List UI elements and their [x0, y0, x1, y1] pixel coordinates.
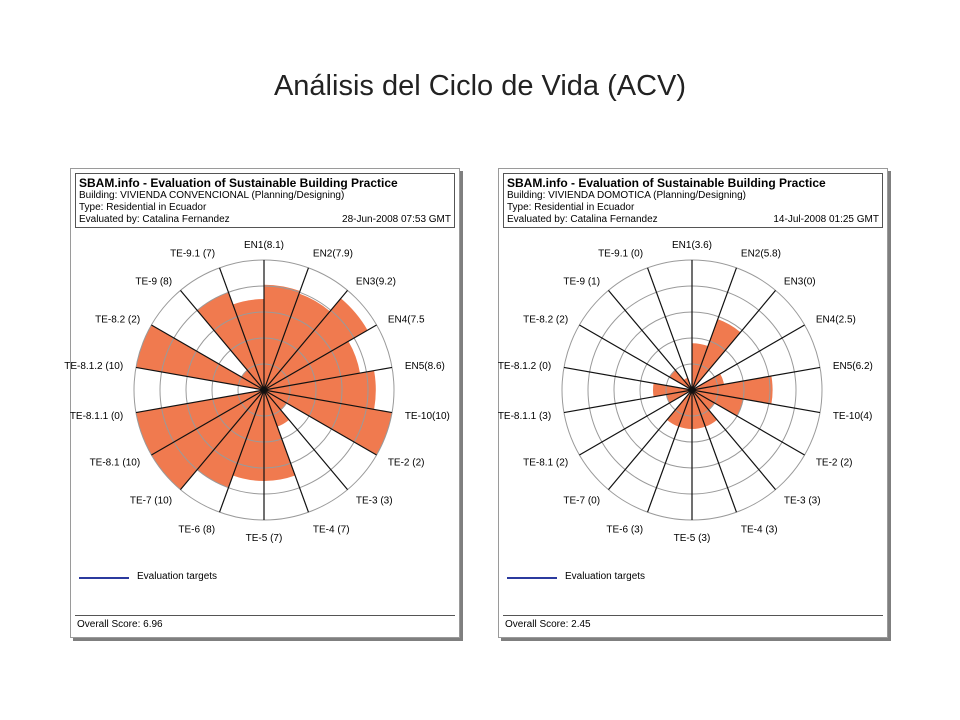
axis-label-TE-8.1: TE-8.1 (10) [89, 457, 141, 469]
evaluator-label: Evaluated by: Catalina Fernandez [507, 214, 658, 225]
radar-plot-area [497, 228, 883, 568]
axis-label-TE-9.1: TE-9.1 (7) [170, 248, 216, 260]
axis-label-TE-2: TE-2 (2) [387, 457, 425, 469]
axis-label-TE-10: TE-10(4) [832, 410, 873, 422]
evaluator-label: Evaluated by: Catalina Fernandez [79, 214, 230, 225]
axis-label-EN3: EN3(9.2) [355, 276, 396, 288]
legend [77, 571, 447, 585]
type-label: Type: Residential in Ecuador [507, 202, 635, 213]
axis-label-EN4: EN4(7.5 [387, 314, 425, 326]
spoke [692, 290, 776, 390]
axis-label-TE-8.1: TE-8.1 (2) [523, 457, 569, 469]
timestamp-label: 28-Jun-2008 07:53 GMT [342, 214, 451, 225]
axis-label-EN5: EN5(8.6) [404, 361, 445, 373]
axis-label-TE-9: TE-9 (1) [563, 276, 601, 288]
axis-label-EN3: EN3(0) [783, 276, 816, 288]
axis-label-TE-7: TE-7 (10) [129, 495, 173, 507]
polar-chart [64, 228, 455, 568]
axis-label-TE-5: TE-5 (3) [673, 533, 711, 544]
axis-label-TE-3: TE-3 (3) [355, 495, 393, 507]
overall-score: Overall Score: 6.96 [75, 615, 455, 633]
axis-label-TE-9: TE-9 (8) [135, 276, 173, 288]
legend [505, 571, 875, 585]
sbam-panel-conventional [64, 168, 460, 638]
axis-label-EN5: EN5(6.2) [832, 361, 873, 373]
panel-header [75, 173, 455, 228]
axis-label-TE-4: TE-4 (3) [740, 524, 778, 536]
axis-label-EN1: EN1(3.6) [671, 240, 713, 251]
type-label: Type: Residential in Ecuador [79, 202, 207, 213]
axis-label-TE-3: TE-3 (3) [783, 495, 821, 507]
axis-label-TE-7: TE-7 (0) [563, 495, 601, 507]
axis-label-TE-8.2: TE-8.2 (2) [523, 314, 569, 326]
overall-score: Overall Score: 2.45 [503, 615, 883, 633]
legend-label: Evaluation targets [565, 571, 646, 582]
spoke [608, 390, 692, 490]
slide-title: Análisis del Ciclo de Vida (ACV) [273, 70, 687, 102]
radar-plot-area [64, 228, 455, 568]
building-label: Building: VIVIENDA CONVENCIONAL (Planning/Designing) [79, 190, 345, 201]
axis-label-TE-2: TE-2 (2) [815, 457, 853, 469]
axis-label-EN1: EN1(8.1) [243, 240, 285, 251]
axis-label-TE-8.1.2: TE-8.1.2 (10) [64, 361, 124, 373]
axis-label-TE-9.1: TE-9.1 (0) [598, 248, 644, 260]
panel-header [503, 173, 883, 228]
timestamp-label: 14-Jul-2008 01:25 GMT [773, 214, 879, 225]
panel-title: SBAM.info - Evaluation of Sustainable Building Practice [79, 176, 398, 190]
building-label: Building: VIVIENDA DOMOTICA (Planning/Designing) [507, 190, 746, 201]
legend-label: Evaluation targets [137, 571, 218, 582]
panel-title: SBAM.info - Evaluation of Sustainable Building Practice [507, 176, 826, 190]
legend-line-swatch [79, 577, 129, 579]
axis-label-EN2: EN2(5.8) [740, 248, 781, 260]
spoke [608, 290, 692, 390]
axis-label-TE-6: TE-6 (8) [178, 524, 216, 536]
axis-label-TE-4: TE-4 (7) [312, 524, 350, 536]
axis-label-EN4: EN4(2.5) [815, 314, 856, 326]
axis-label-TE-8.1.2: TE-8.1.2 (0) [497, 361, 552, 373]
axis-label-EN2: EN2(7.9) [312, 248, 353, 260]
axis-label-TE-5: TE-5 (7) [245, 533, 283, 544]
axis-label-TE-8.1.1: TE-8.1.1 (3) [497, 410, 552, 422]
axis-label-TE-6: TE-6 (3) [606, 524, 644, 536]
legend-line-swatch [507, 577, 557, 579]
sbam-panel-domotica [498, 168, 888, 638]
axis-label-TE-10: TE-10(10) [404, 410, 450, 422]
axis-label-TE-8.1.1: TE-8.1.1 (0) [69, 410, 124, 422]
polar-chart [497, 228, 883, 568]
axis-label-TE-8.2: TE-8.2 (2) [95, 314, 141, 326]
